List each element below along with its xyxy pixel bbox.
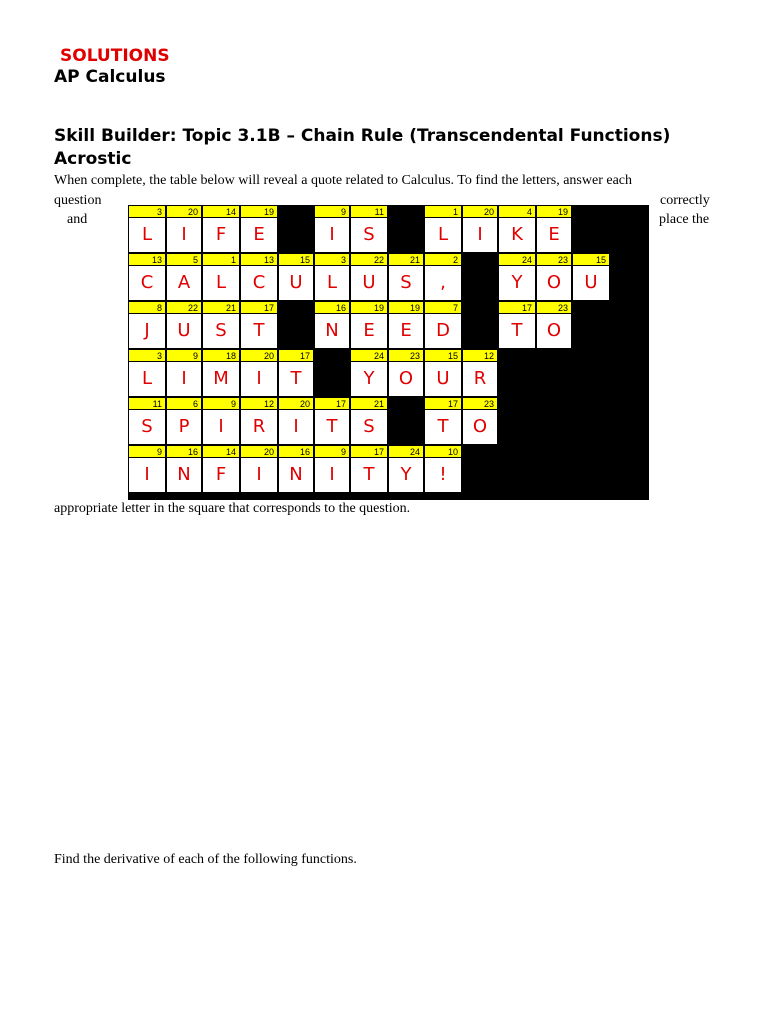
clue-number: 7 [424,301,462,314]
answer-letter: S [350,217,388,253]
answer-letter: L [424,217,462,253]
clue-number: 3 [128,205,166,218]
answer-letter: C [240,265,278,301]
answer-letter: U [166,313,202,349]
clue-number: 22 [166,301,202,314]
answer-letter: T [424,409,462,445]
clue-number: 1 [202,253,240,266]
clue-number: 15 [572,253,610,266]
clue-number: 12 [240,397,278,410]
clue-number: 16 [166,445,202,458]
clue-number: 19 [350,301,388,314]
answer-letter: I [462,217,498,253]
clue-number: 9 [202,397,240,410]
clue-number: 20 [240,445,278,458]
page-subtitle: Acrostic [54,149,132,169]
answer-letter: T [278,361,314,397]
clue-number: 21 [202,301,240,314]
answer-letter: U [424,361,462,397]
answer-letter: N [314,313,350,349]
answer-letter: Y [350,361,388,397]
answer-letter: U [350,265,388,301]
clue-number: 9 [314,205,350,218]
clue-number: 9 [314,445,350,458]
answer-letter: Y [498,265,536,301]
clue-number: 17 [314,397,350,410]
clue-number: 15 [278,253,314,266]
answer-letter: N [166,457,202,493]
answer-letter: J [128,313,166,349]
answer-letter: E [350,313,388,349]
answer-letter: C [128,265,166,301]
answer-letter: R [462,361,498,397]
answer-letter: L [128,361,166,397]
answer-letter: F [202,217,240,253]
clue-number: 19 [240,205,278,218]
acrostic-grid [128,205,649,500]
answer-letter: T [350,457,388,493]
clue-number: 23 [462,397,498,410]
answer-letter: S [350,409,388,445]
intro-right-word: correctly [660,193,710,208]
clue-number: 13 [240,253,278,266]
answer-letter: R [240,409,278,445]
answer-letter: E [536,217,572,253]
answer-letter: O [388,361,424,397]
clue-number: 24 [350,349,388,362]
answer-letter: U [572,265,610,301]
answer-letter: T [240,313,278,349]
answer-letter: L [202,265,240,301]
answer-letter: D [424,313,462,349]
answer-letter: , [424,265,462,301]
answer-letter: O [536,313,572,349]
answer-letter: I [278,409,314,445]
clue-number: 4 [498,205,536,218]
clue-number: 14 [202,205,240,218]
instruction-text: Find the derivative of each of the following functions. [54,852,357,867]
answer-letter: S [128,409,166,445]
answer-letter: K [498,217,536,253]
clue-number: 17 [424,397,462,410]
clue-number: 24 [388,445,424,458]
clue-number: 6 [166,397,202,410]
answer-letter: I [240,457,278,493]
answer-letter: T [314,409,350,445]
clue-number: 23 [536,301,572,314]
answer-letter: Y [388,457,424,493]
answer-letter: N [278,457,314,493]
answer-letter: T [498,313,536,349]
clue-number: 11 [128,397,166,410]
clue-number: 14 [202,445,240,458]
course-title: AP Calculus [54,67,166,87]
page-title: Skill Builder: Topic 3.1B – Chain Rule (Transcendental Functions) [54,126,671,146]
intro-right-word: place the [659,212,710,227]
clue-number: 23 [536,253,572,266]
answer-letter: L [128,217,166,253]
answer-letter: I [166,217,202,253]
clue-number: 22 [350,253,388,266]
clue-number: 15 [424,349,462,362]
clue-number: 3 [314,253,350,266]
clue-number: 20 [462,205,498,218]
clue-number: 8 [128,301,166,314]
clue-number: 18 [202,349,240,362]
answer-letter: I [314,457,350,493]
clue-number: 10 [424,445,462,458]
clue-number: 19 [536,205,572,218]
answer-letter: L [314,265,350,301]
answer-letter: O [536,265,572,301]
answer-letter: E [240,217,278,253]
clue-number: 20 [240,349,278,362]
clue-number: 16 [278,445,314,458]
answer-letter: O [462,409,498,445]
answer-letter: P [166,409,202,445]
answer-letter: S [202,313,240,349]
clue-number: 11 [350,205,388,218]
clue-number: 1 [424,205,462,218]
answer-letter: I [314,217,350,253]
clue-number: 23 [388,349,424,362]
answer-letter: I [240,361,278,397]
answer-letter: I [202,409,240,445]
answer-letter: I [166,361,202,397]
answer-letter: F [202,457,240,493]
clue-number: 19 [388,301,424,314]
clue-number: 20 [166,205,202,218]
clue-number: 9 [128,445,166,458]
clue-number: 12 [462,349,498,362]
clue-number: 17 [498,301,536,314]
clue-number: 17 [350,445,388,458]
clue-number: 21 [388,253,424,266]
answer-letter: M [202,361,240,397]
clue-number: 17 [278,349,314,362]
clue-number: 13 [128,253,166,266]
intro-text: When complete, the table below will reveal a quote related to Calculus. To find the letters, answer each [54,173,632,188]
intro-left-word: question [54,193,102,208]
clue-number: 20 [278,397,314,410]
answer-letter: S [388,265,424,301]
clue-number: 16 [314,301,350,314]
answer-letter: A [166,265,202,301]
clue-number: 3 [128,349,166,362]
answer-letter: I [128,457,166,493]
clue-number: 9 [166,349,202,362]
clue-number: 24 [498,253,536,266]
answer-letter: U [278,265,314,301]
clue-number: 2 [424,253,462,266]
intro-text-continued: appropriate letter in the square that corresponds to the question. [54,501,411,516]
clue-number: 17 [240,301,278,314]
solutions-label: SOLUTIONS [60,46,170,66]
clue-number: 21 [350,397,388,410]
clue-number: 5 [166,253,202,266]
intro-left-word: and [67,212,88,227]
answer-letter: ! [424,457,462,493]
answer-letter: E [388,313,424,349]
